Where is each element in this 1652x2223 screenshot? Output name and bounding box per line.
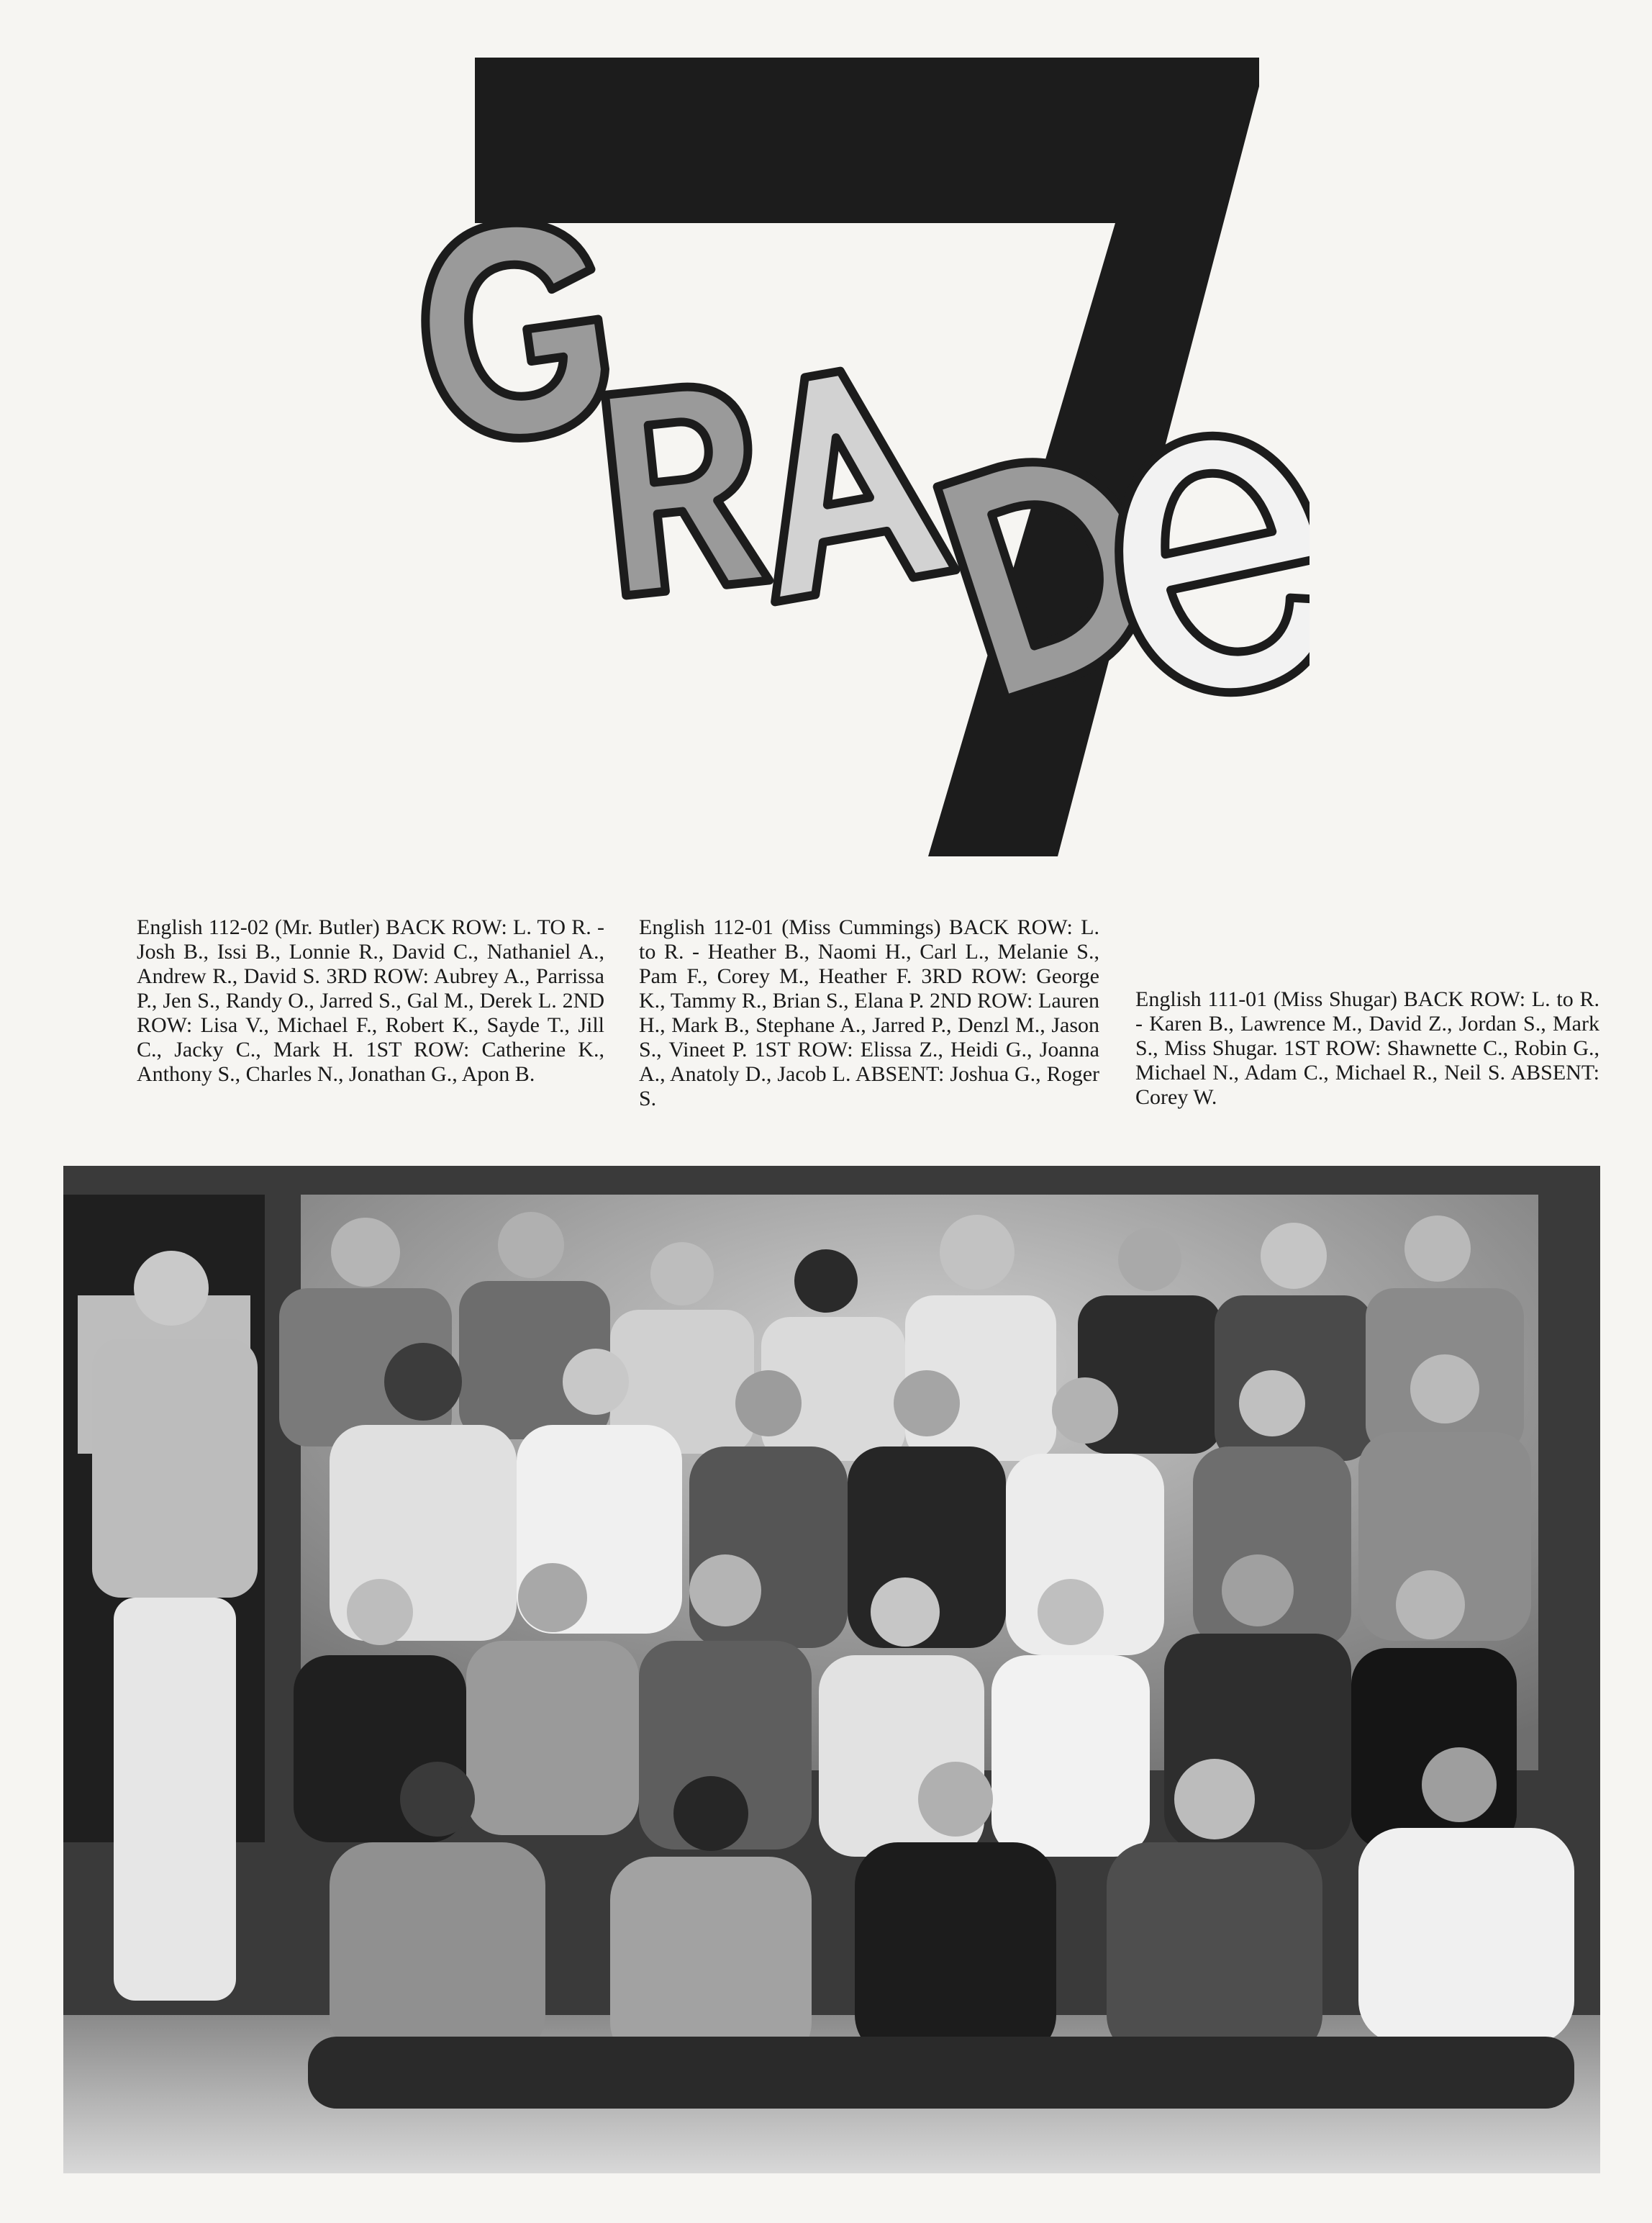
grade-7-title-art [360,50,1310,864]
letter-g [403,197,613,451]
letter-d-text: D [928,481,930,483]
caption-english-111-01: English 111-01 (Miss Shugar) BACK ROW: L. to R. - Karen B., Lawrence M., David Z., Jordan S., Mark S., Miss Shugar. 1ST ROW: Shawnette C., Robin G., Michael N., Adam C., Michael R., Neil S. ABSENT: Corey W. [1135,987,1599,1109]
caption-english-112-02: English 112-02 (Mr. Butler) BACK ROW: L. TO R. - Josh B., Issi B., Lonnie R., David C., Nathaniel A., Andrew R., David S. 3RD ROW: Aubrey A., Parrissa P., Jen S., Randy O., Jarred S., Gal M., Derek L. 2ND ROW: Lisa V., Michael F., Robert K., Sayde T., Jill C., Jacky C., Mark H. 1ST ROW: Catherine K., Anthony S., Charles N., Jonathan G., Apon B. [137,915,604,1086]
caption-english-112-01: English 112-01 (Miss Cummings) BACK ROW: L. to R. - Heather B., Naomi H., Carl L., Melanie S., Pam F., Corey M., Heather F. 3RD ROW: George K., Tammy R., Brian S., Elana P. 2ND ROW: Lauren H., Mark B., Stephane A., Jarred P., Denzl M., Jason S., Vineet P. 1ST ROW: Elissa Z., Heidi G., Joanna A., Anatoly D., Jacob L. ABSENT: Joshua G., Roger S. [639,915,1099,1110]
letter-g-text: G [403,222,404,224]
teacher-figure [92,1251,258,2001]
letter-a [738,356,956,602]
letter-a-text: A [741,388,742,389]
class-group-photo [63,1166,1600,2173]
letter-r [597,372,769,596]
